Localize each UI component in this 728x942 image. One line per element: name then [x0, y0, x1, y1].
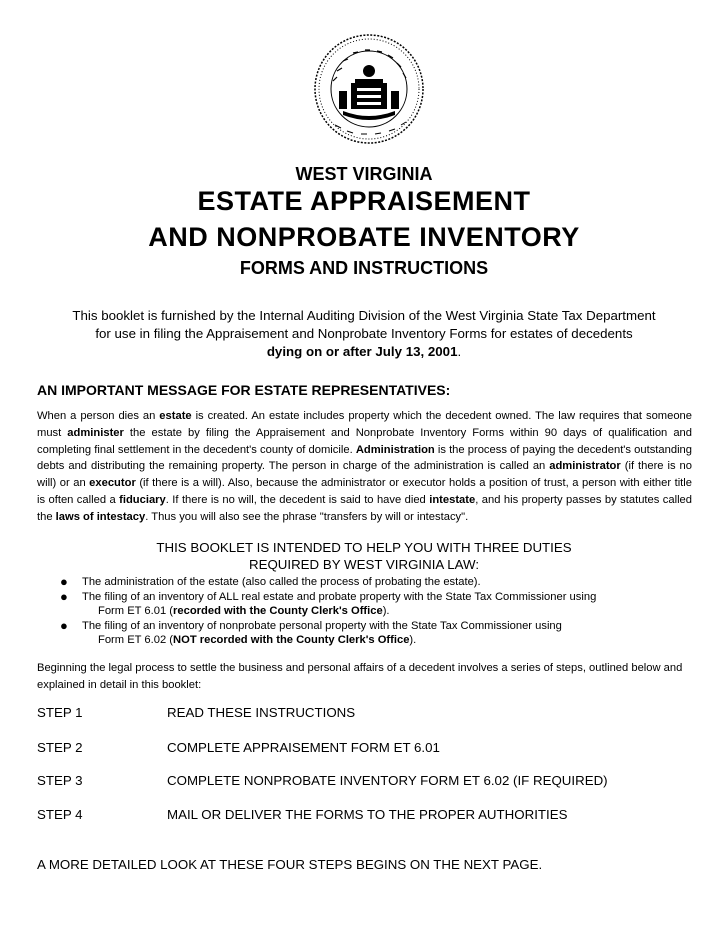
state-heading: WEST VIRGINIA	[295, 164, 433, 184]
message-term: administrator	[549, 460, 621, 473]
message-text: (if there is a will). Also, because the administrator or executor holds a position of trust, a person with either title is often called a	[37, 477, 692, 506]
list-item-text: The filing of an inventory of nonprobate personal property with the State Tax Commissioner using	[82, 619, 562, 632]
title-line-2: AND NONPROBATE INVENTORY	[148, 222, 580, 252]
message-text: is the process of paying the decedent's outstanding debts and distributing the remaining property. The person in charge of the administration is called an	[37, 443, 692, 473]
message-text: When a person dies an	[37, 410, 160, 422]
step-label: STEP 2	[37, 740, 83, 755]
beginning-paragraph: Beginning the legal process to settle the business and personal affairs of a decedent involves a series of steps, outlined below and explained in detail in this booklet:	[37, 662, 683, 691]
bullet-icon: ●	[60, 574, 68, 589]
title-line-1: ESTATE APPRAISEMENT	[197, 186, 531, 216]
message-term: intestate	[429, 493, 476, 506]
intro-line-3	[0, 343, 728, 361]
step-label: STEP 3	[37, 773, 83, 788]
step-text: COMPLETE NONPROBATE INVENTORY FORM ET 6.02 (IF REQUIRED)	[167, 773, 608, 788]
list-item-text: The administration of the estate (also called the process of probating the estate).	[82, 576, 481, 588]
state-seal-image	[313, 33, 425, 145]
list-item-text: The filing of an inventory of ALL real estate and probate property with the State Tax Commissioner using	[82, 590, 597, 603]
step-text: COMPLETE APPRAISEMENT FORM ET 6.01	[167, 740, 440, 755]
list-item	[60, 575, 700, 590]
message-text: (if there is no will) or an	[37, 460, 693, 490]
subtitle: FORMS AND INSTRUCTIONS	[239, 258, 489, 278]
message-term: Administration	[355, 443, 435, 456]
message-term: administer	[67, 426, 124, 439]
step-text: READ THESE INSTRUCTIONS	[167, 705, 356, 720]
intro-line-1: This booklet is furnished by the Internal Auditing Division of the West Virginia State Tax Department	[72, 308, 656, 323]
booklet-heading	[0, 539, 728, 573]
message-text: is created. An estate includes property which the decedent owned. The law requires that someone must	[37, 410, 692, 439]
booklet-line-2: REQUIRED BY WEST VIRGINIA LAW:	[248, 557, 480, 572]
intro-period: .	[457, 344, 462, 359]
message-term: fiduciary	[119, 493, 166, 506]
message-paragraph	[37, 408, 692, 526]
list-item-continuation: Form ET 6.01 (recorded with the County Clerk's Office).	[98, 605, 390, 617]
closing-note: A MORE DETAILED LOOK AT THESE FOUR STEPS BEGINS ON THE NEXT PAGE.	[37, 857, 543, 872]
bullet-icon: ●	[60, 617, 68, 633]
message-term: estate	[159, 410, 192, 422]
booklet-line-1: THIS BOOKLET IS INTENDED TO HELP YOU WITH THREE DUTIES	[156, 540, 572, 555]
list-item	[60, 619, 700, 634]
message-term: executor	[89, 477, 136, 490]
step-4	[37, 807, 567, 822]
message-text: . Thus you will also see the phrase "transfers by will or intestacy".	[145, 510, 469, 523]
bullet-icon: ●	[60, 588, 68, 604]
message-text: the estate by filing the Appraisement and Nonprobate Inventory Forms within 90 days of qualification and completing final settlement in the decedent's county of domicile.	[37, 426, 692, 456]
list-item	[60, 590, 700, 605]
step-2	[37, 740, 440, 755]
duties-list	[60, 575, 700, 648]
step-3	[37, 773, 608, 788]
intro-text	[0, 307, 728, 361]
message-text: . If there is no will, the decedent is said to have died	[165, 493, 430, 506]
list-item-continuation: Form ET 6.02 (NOT recorded with the County Clerk's Office).	[98, 634, 417, 646]
step-label: STEP 1	[37, 705, 83, 720]
step-1	[37, 705, 355, 720]
message-term: laws of intestacy	[55, 510, 146, 523]
message-heading: AN IMPORTANT MESSAGE FOR ESTATE REPRESENTATIVES:	[37, 382, 451, 398]
intro-date: dying on or after July 13, 2001	[266, 344, 458, 359]
message-text: , and his property passes by statutes called the	[37, 493, 692, 523]
intro-line-2: for use in filing the Appraisement and Nonprobate Inventory Forms for estates of decedents	[95, 326, 633, 341]
step-text: MAIL OR DELIVER THE FORMS TO THE PROPER AUTHORITIES	[167, 807, 568, 822]
step-label: STEP 4	[37, 807, 83, 822]
